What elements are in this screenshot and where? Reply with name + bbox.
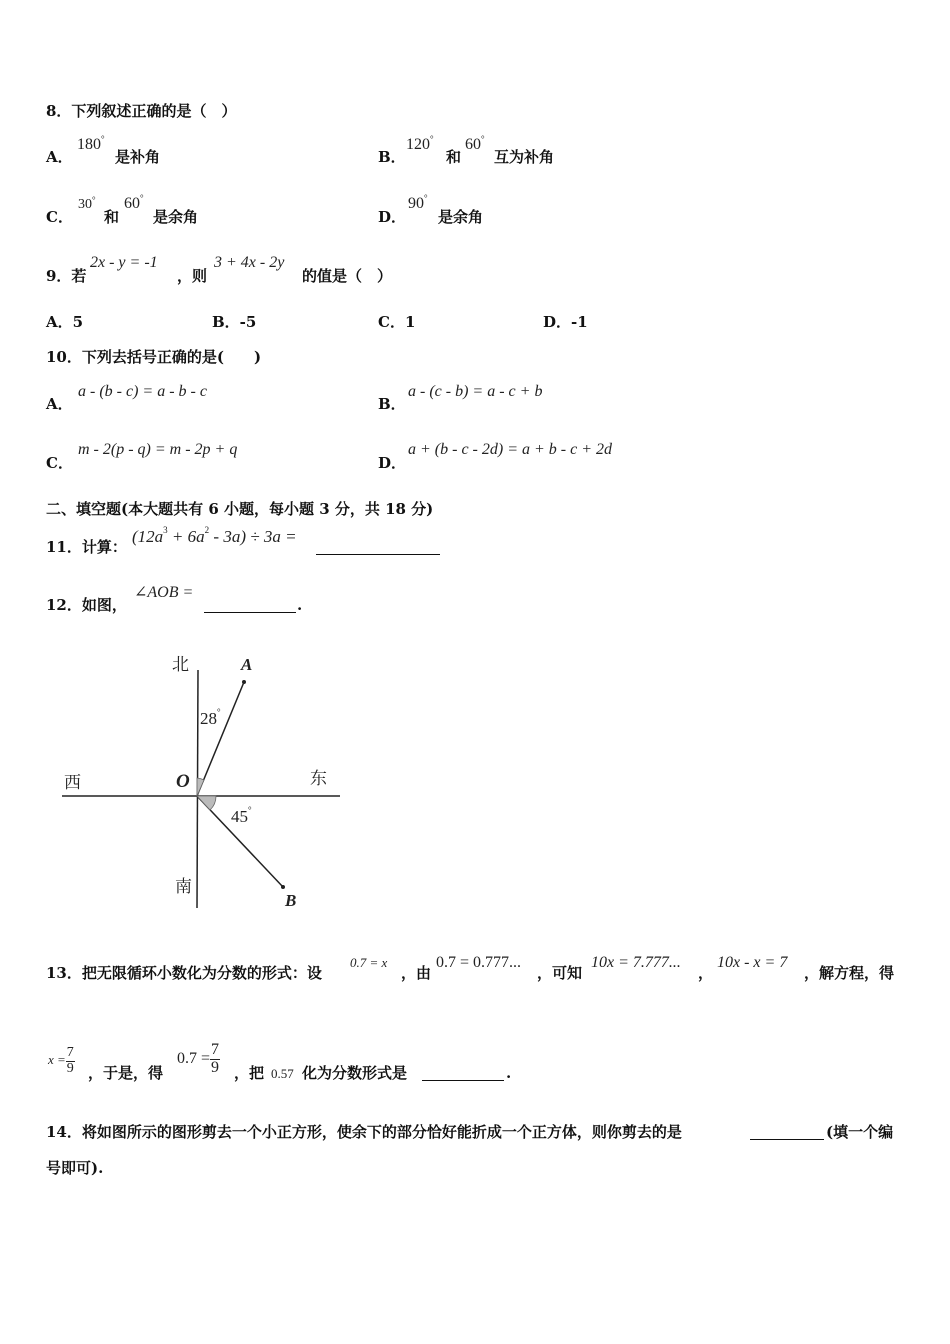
q9-option-c: C．1 — [378, 313, 416, 331]
q9-option-a: A．5 — [46, 313, 84, 331]
q14-text-2: 号即可). — [46, 1159, 104, 1177]
q13-text-1: 13．把无限循环小数化为分数的形式：设 — [46, 964, 322, 982]
q10-option-a-math: a - (b - c) = a - b - c — [78, 383, 207, 400]
point-a-dot — [242, 680, 246, 684]
label-west: 西 — [64, 773, 81, 792]
q8-option-c-math2: 60° — [124, 193, 144, 212]
label-point-a: A — [241, 655, 253, 674]
q8-option-b-label: B． — [378, 148, 406, 166]
q8-option-c-text: 是余角 — [153, 208, 199, 226]
section-heading: 二、填空题(本大题共有 6 小题，每小题 3 分，共 18 分) — [46, 500, 434, 518]
q13-text-6: ，把 — [234, 1064, 265, 1082]
q11-expression: $(12a^3 + 6a^2 - 3a) \div 3a$ = — [132, 525, 297, 546]
q12-expression: ∠AOB = — [134, 584, 194, 601]
label-east: 东 — [310, 769, 327, 788]
q10-option-d-math: a + (b - c - 2d) = a + b - c + 2d — [408, 441, 613, 458]
q9-expression: 3 + 4x - 2y — [214, 254, 285, 271]
label-origin-o: O — [176, 771, 190, 792]
label-angle-45: 45° — [231, 805, 252, 826]
q12-suffix: . — [297, 596, 303, 614]
angle-arc-45 — [197, 796, 216, 810]
q13-text-4: ，解方程，得 — [804, 964, 895, 982]
q8-option-a-text: 是补角 — [115, 148, 161, 166]
q14-text-1: 14．将如图所示的图形剪去一个小正方形，使余下的部分恰好能折成一个正方体，则你剪去的是 — [46, 1123, 682, 1141]
label-angle-28: 28° — [200, 707, 221, 728]
q13-text-5: ，于是，得 — [88, 1064, 164, 1082]
q11-prefix: 11．计算： — [46, 538, 127, 556]
q13-text-7: 化为分数形式是 — [302, 1064, 408, 1082]
q9-option-d: D．-1 — [543, 313, 588, 331]
q8-option-b-math1: 120° — [406, 134, 434, 153]
q8-option-c-and: 和 — [104, 208, 120, 226]
label-south: 南 — [175, 877, 192, 896]
q10-option-b-label: B． — [378, 395, 406, 413]
q13-math-2: 0.7 = 0.777... — [436, 954, 522, 971]
q13-comma: ， — [698, 964, 714, 982]
q8-option-a-math: 180° — [77, 134, 105, 153]
q10-option-c-math: m - 2(p - q) = m - 2p + q — [78, 441, 238, 458]
q10-option-a-label: A． — [46, 395, 73, 413]
q8-option-b-and: 和 — [446, 148, 462, 166]
angle-arc-28 — [197, 778, 204, 796]
q8-option-b-math2: 60° — [465, 134, 485, 153]
q10-option-d-label: D． — [378, 454, 407, 472]
q14-tail: (填一个编 — [826, 1123, 894, 1141]
q13-answer-blank[interactable] — [422, 1080, 504, 1081]
q13-math-4: 10x - x = 7 — [717, 954, 788, 971]
q13-math-5: 0.7 = $\frac{7}{9}$ — [177, 1041, 220, 1076]
q14-answer-blank[interactable] — [750, 1139, 824, 1140]
q9-suffix: 的值是（ ） — [302, 267, 393, 285]
q8-option-d-math: 90° — [408, 193, 428, 212]
q13-x-equals: x = $\frac{7}{9}$ — [48, 1045, 74, 1076]
q10-stem: 10．下列去括号正确的是( ) — [46, 348, 262, 366]
q13-math-6: 0.57 — [271, 1066, 294, 1081]
q13-period: . — [506, 1064, 512, 1082]
q13-math-3: 10x = 7.777... — [591, 954, 681, 971]
label-north: 北 — [172, 655, 189, 674]
q8-option-d-label: D． — [378, 208, 407, 226]
q9-option-b: B．-5 — [212, 313, 257, 331]
q13-text-2: ，由 — [401, 964, 432, 982]
q12-prefix: 12．如图， — [46, 596, 127, 614]
q13-math-1: 0.7 = x — [350, 955, 388, 970]
q8-option-a-label: A． — [46, 148, 73, 166]
q9-condition: 2x - y = -1 — [90, 254, 158, 271]
label-point-b: B — [285, 891, 297, 910]
q8-option-c-math1: 30° — [78, 195, 96, 212]
q10-option-b-math: a - (c - b) = a - c + b — [408, 383, 543, 400]
ray-oa — [197, 682, 244, 796]
q13-text-3: ，可知 — [537, 964, 583, 982]
q8-option-d-text: 是余角 — [438, 208, 484, 226]
point-b-dot — [281, 885, 285, 889]
q8-stem: 8．下列叙述正确的是（ ） — [46, 102, 237, 120]
q9-mid: ，则 — [177, 267, 208, 285]
q8-option-c-label: C． — [46, 208, 73, 226]
q9-prefix: 9．若 — [46, 267, 87, 285]
q8-option-b-text: 互为补角 — [494, 148, 555, 166]
q10-option-c-label: C． — [46, 454, 73, 472]
